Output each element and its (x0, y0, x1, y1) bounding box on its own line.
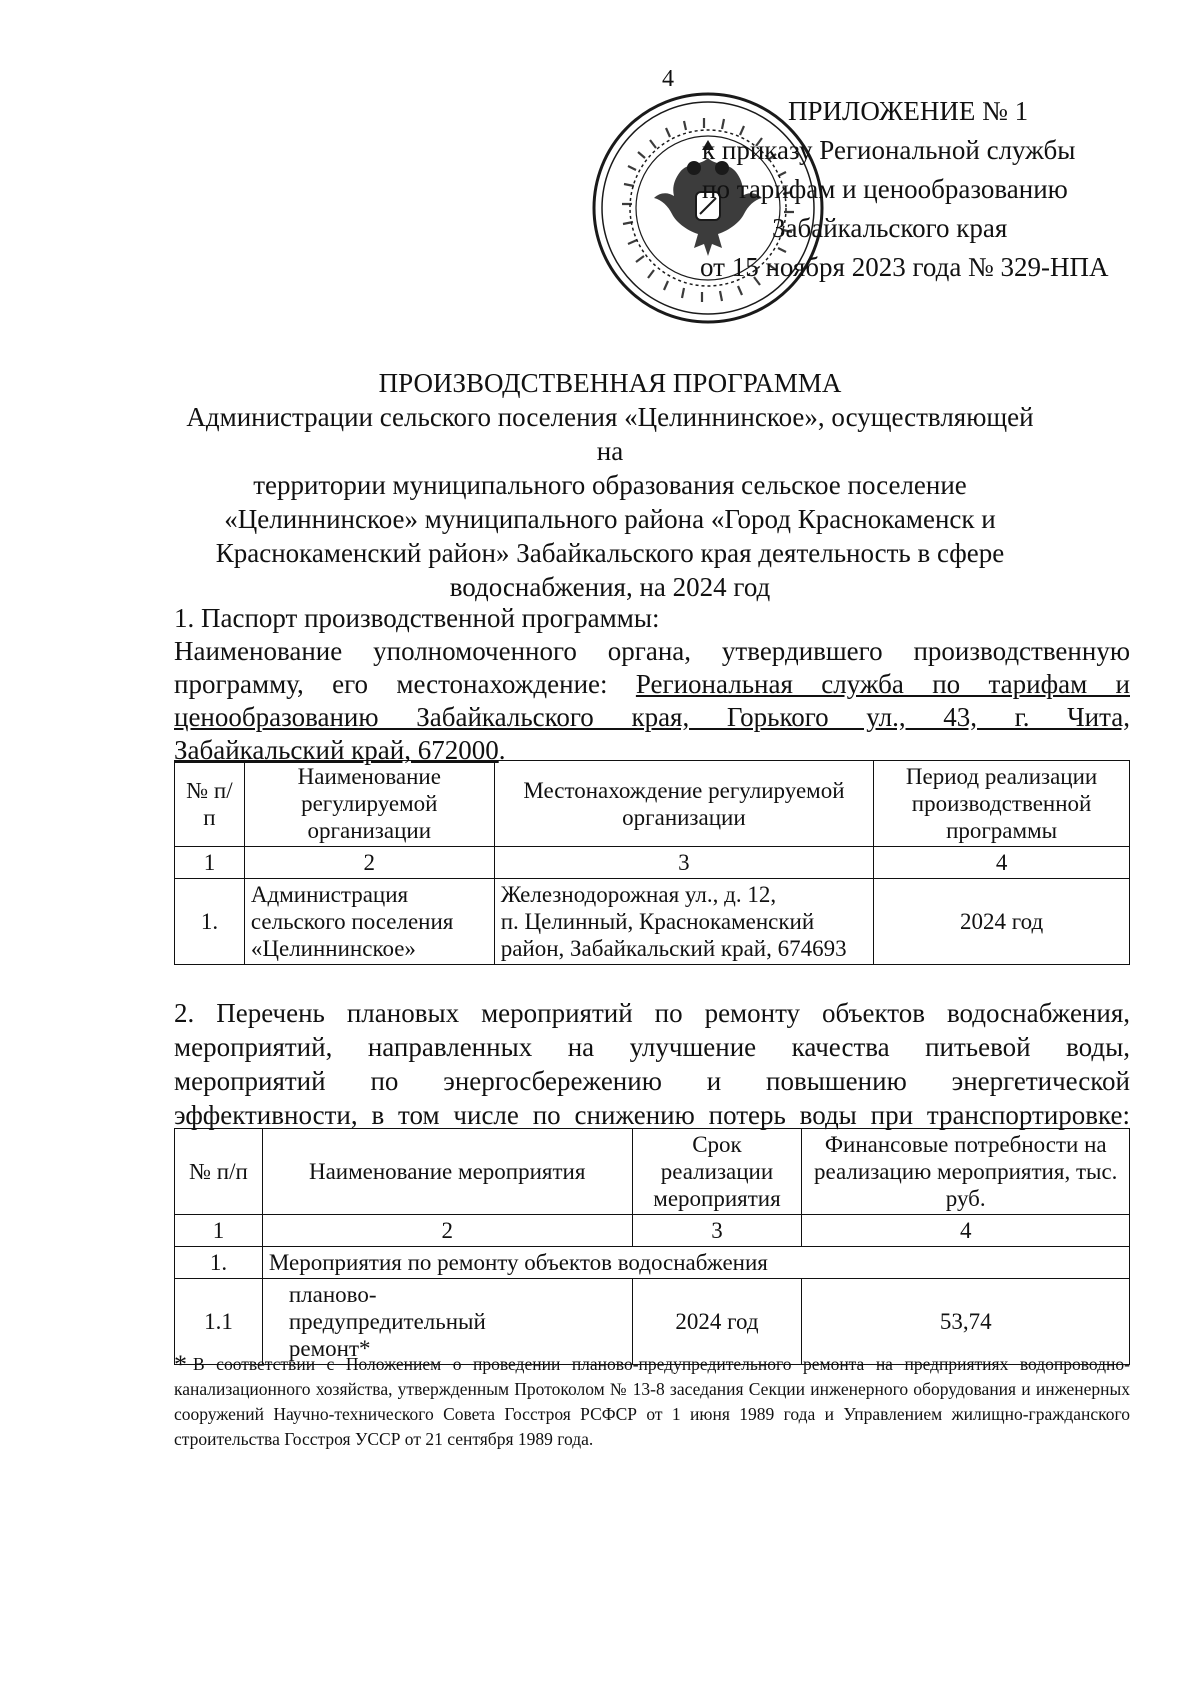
approval-block (700, 92, 1120, 287)
section-1-line-2 (174, 668, 1130, 701)
col-number: 4 (802, 1215, 1130, 1247)
measures-group-row (175, 1247, 1130, 1279)
title-heading: ПРОИЗВОДСТВЕННАЯ ПРОГРАММА (378, 368, 842, 398)
col-header-num: № п/п (175, 1129, 263, 1215)
document-title (170, 366, 1050, 604)
row-num: 1. (175, 879, 245, 965)
footnote-text: В соответствии с Положением о проведении планово-предупредительного ремонта на предприятиях водопроводно-канализационного хозяйства, утвержденным Протоколом № 13-8 заседания Секции инженерного оборудования и инженерных сооружений Научно-технического Совета Госстроя РСФСР от 1 июня 1989 года и Управлением жилищно-гражданского строительства Госстроя УССР от 21 сентября 1989 года. (174, 1354, 1130, 1449)
org-line: «Целиннинское» (250, 936, 416, 961)
title-line-5: водоснабжения, на 2024 год (449, 572, 771, 602)
approval-region-line: Забайкальского края (772, 213, 1008, 243)
authority-address: ценообразованию Забайкальского края, Горького ул., 43, г. Чита, (174, 702, 1130, 732)
footnote-mark: * (174, 1350, 187, 1379)
group-label: Мероприятия по ремонту объектов водоснабжения (262, 1247, 1129, 1279)
section-1-passport (174, 602, 1130, 767)
section-1-heading: 1. Паспорт производственной программы: (174, 603, 660, 633)
row-num: 1.1 (175, 1279, 263, 1365)
row-address (494, 879, 873, 965)
measures-table-header (175, 1129, 1130, 1215)
title-line-3: «Целиннинское» муниципального района «Город Краснокаменск и (224, 504, 996, 534)
passport-table (174, 760, 1130, 965)
org-line: Администрация (250, 882, 409, 907)
col-number: 2 (262, 1215, 632, 1247)
measures-table (174, 1128, 1130, 1365)
col-number: 1 (175, 1215, 263, 1247)
col-header-measure: Наименование мероприятия (262, 1129, 632, 1215)
section-2-measures (174, 996, 1130, 1132)
approval-date-number: от 15 ноября 2023 года № 329-НПА (700, 252, 1109, 282)
col-header-num: № п/п (175, 761, 245, 847)
address-line: Железнодорожная ул., д. 12, (500, 882, 777, 907)
col-number: 1 (175, 847, 245, 879)
col-number: 4 (874, 847, 1130, 879)
approval-annex-number: ПРИЛОЖЕНИЕ № 1 (788, 96, 1029, 126)
authority-name: Региональная служба по тарифам и (635, 669, 1130, 699)
section-2-line-3: мероприятий по энергосбережению и повышению энергетической (174, 1066, 1130, 1096)
address-line: п. Целинный, Краснокаменский (500, 909, 815, 934)
section-2-line-4: эффективности, в том числе по снижению потерь воды при транспортировке: (174, 1100, 1130, 1130)
title-line-2: территории муниципального образования сельское поселение (253, 470, 967, 500)
authority-address-period: . (498, 735, 506, 765)
col-header-org: Наименование регулируемой организации (244, 761, 494, 847)
title-line-4: Краснокаменский район» Забайкальского края деятельность в сфере (215, 538, 1005, 568)
authority-address-end: Забайкальский край, 672000 (174, 735, 499, 765)
col-header-cost: Финансовые потребности на реализацию мероприятия, тыс. руб. (802, 1129, 1130, 1215)
title-line-1: Администрации сельского поселения «Целиннинское», осуществляющей на (186, 402, 1034, 466)
section-2-line-1: 2. Перечень плановых мероприятий по ремонту объектов водоснабжения, (174, 998, 1130, 1028)
col-number: 3 (632, 1215, 802, 1247)
group-num: 1. (175, 1247, 263, 1279)
org-line: сельского поселения (250, 909, 454, 934)
col-header-term: Срок реализации мероприятия (632, 1129, 802, 1215)
table-row (175, 879, 1130, 965)
col-number: 2 (244, 847, 494, 879)
row-period: 2024 год (874, 879, 1130, 965)
page-number: 4 (662, 66, 674, 92)
passport-table-col-numbers (175, 847, 1130, 879)
authority-label: программу, его местонахождение: (174, 669, 636, 699)
passport-table-header (175, 761, 1130, 847)
row-cost: 53,74 (802, 1279, 1130, 1365)
row-term: 2024 год (632, 1279, 802, 1365)
measure-line: предупредительный (288, 1309, 486, 1334)
col-header-location: Местонахождение регулируемой организации (494, 761, 873, 847)
col-header-period: Период реализации производственной программы (874, 761, 1130, 847)
approval-order-line: к приказу Региональной службы (702, 135, 1076, 165)
section-1-line-1: Наименование уполномоченного органа, утвердившего производственную (174, 636, 1130, 666)
address-line: район, Забайкальский край, 674693 (500, 936, 847, 961)
approval-service-line: по тарифам и ценообразованию (702, 174, 1068, 204)
footnote (174, 1352, 1130, 1452)
row-org (244, 879, 494, 965)
section-2-line-2: мероприятий, направленных на улучшение качества питьевой воды, (174, 1032, 1130, 1062)
measures-table-col-numbers (175, 1215, 1130, 1247)
measure-line: ремонт* (288, 1336, 371, 1361)
measure-line: планово- (288, 1282, 377, 1307)
col-number: 3 (494, 847, 873, 879)
